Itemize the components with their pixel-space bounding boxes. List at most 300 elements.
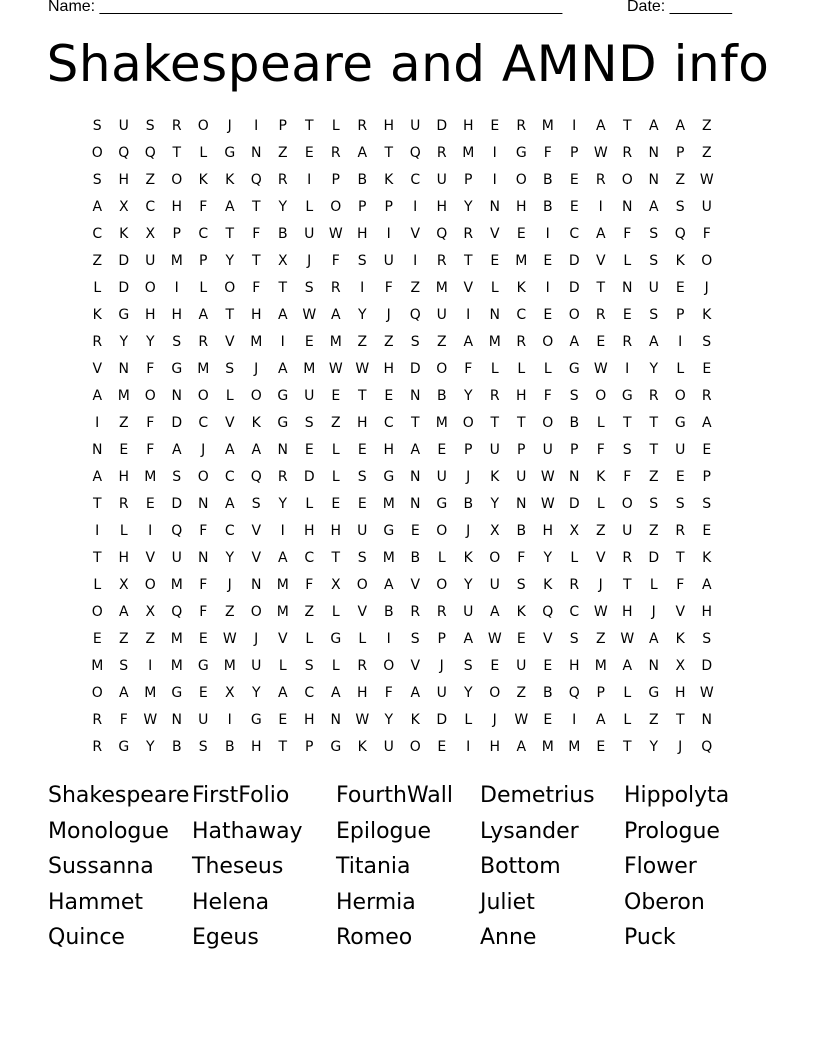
grid-letter: U bbox=[171, 550, 182, 566]
grid-letter: I bbox=[95, 523, 100, 539]
grid-letter: S bbox=[304, 415, 314, 431]
grid-letter: E bbox=[516, 226, 526, 242]
grid-letter: Z bbox=[118, 415, 129, 431]
grid-letter: N bbox=[648, 172, 659, 188]
grid-letter: E bbox=[145, 496, 155, 512]
grid-letter: W bbox=[143, 712, 158, 728]
grid-letter: M bbox=[488, 334, 501, 350]
grid-letter: I bbox=[572, 118, 577, 134]
grid-letter: F bbox=[517, 550, 526, 566]
grid-letter: C bbox=[304, 550, 315, 566]
grid-letter: V bbox=[595, 550, 606, 566]
grid-letter: N bbox=[251, 145, 262, 161]
grid-row bbox=[84, 491, 720, 518]
grid-letter: N bbox=[489, 307, 500, 323]
grid-letter: O bbox=[144, 388, 156, 404]
grid-letter: Y bbox=[278, 496, 288, 512]
word-list-item: Shakespeare bbox=[48, 783, 190, 808]
grid-letter: F bbox=[199, 604, 208, 620]
grid-letter: Y bbox=[251, 685, 261, 701]
grid-letter: G bbox=[568, 361, 580, 377]
grid-letter: A bbox=[410, 442, 421, 458]
grid-letter: H bbox=[568, 658, 580, 674]
grid-letter: L bbox=[199, 145, 208, 161]
grid-letter: S bbox=[198, 739, 208, 755]
grid-letter: Z bbox=[304, 604, 315, 620]
grid-letter: R bbox=[436, 253, 447, 269]
grid-letter: S bbox=[251, 496, 261, 512]
grid-letter: I bbox=[174, 280, 179, 296]
grid-letter: M bbox=[382, 496, 395, 512]
word-list-item: Helena bbox=[192, 889, 270, 915]
grid-letter: I bbox=[280, 334, 285, 350]
grid-letter: L bbox=[490, 361, 499, 377]
grid-letter: L bbox=[437, 550, 446, 566]
grid-letter: J bbox=[386, 307, 391, 323]
grid-letter: U bbox=[436, 172, 447, 188]
grid-letter: K bbox=[251, 415, 261, 431]
grid-letter: J bbox=[651, 604, 656, 620]
grid-letter: M bbox=[462, 145, 475, 161]
grid-row bbox=[84, 221, 720, 248]
grid-letter: F bbox=[146, 361, 155, 377]
grid-letter: U bbox=[701, 199, 712, 215]
grid-letter: S bbox=[649, 307, 659, 323]
grid-letter: L bbox=[596, 496, 605, 512]
grid-letter: K bbox=[463, 550, 473, 566]
grid-letter: B bbox=[516, 523, 527, 539]
word-list-item: Hammet bbox=[48, 889, 144, 915]
grid-letter: O bbox=[701, 253, 713, 269]
grid-letter: G bbox=[621, 388, 633, 404]
grid-letter: T bbox=[410, 415, 420, 431]
grid-letter: R bbox=[436, 604, 447, 620]
grid-letter: R bbox=[277, 469, 288, 485]
grid-letter: M bbox=[329, 334, 342, 350]
grid-letter: E bbox=[702, 361, 712, 377]
grid-letter: O bbox=[674, 388, 686, 404]
grid-letter: L bbox=[464, 712, 473, 728]
grid-letter: M bbox=[197, 361, 210, 377]
grid-letter: S bbox=[569, 388, 579, 404]
grid-letter: B bbox=[436, 388, 447, 404]
grid-letter: S bbox=[225, 361, 235, 377]
grid-letter: J bbox=[439, 658, 444, 674]
grid-letter: Y bbox=[649, 361, 659, 377]
grid-letter: T bbox=[251, 253, 261, 269]
grid-letter: R bbox=[516, 118, 527, 134]
grid-letter: A bbox=[463, 334, 474, 350]
grid-letter: E bbox=[304, 442, 314, 458]
grid-letter: V bbox=[224, 415, 235, 431]
grid-letter: A bbox=[118, 685, 129, 701]
word-list-item: Sussanna bbox=[48, 854, 154, 880]
grid-letter: T bbox=[622, 739, 632, 755]
grid-letter: O bbox=[383, 658, 395, 674]
grid-letter: I bbox=[572, 712, 577, 728]
grid-letter: N bbox=[251, 577, 262, 593]
grid-letter: S bbox=[119, 658, 129, 674]
grid-letter: Y bbox=[145, 739, 155, 755]
grid-letter: E bbox=[569, 172, 579, 188]
grid-letter: A bbox=[277, 361, 288, 377]
grid-letter: U bbox=[489, 577, 500, 593]
grid-letter: U bbox=[410, 118, 421, 134]
grid-letter: A bbox=[198, 307, 209, 323]
grid-letter: K bbox=[384, 172, 394, 188]
grid-letter: P bbox=[358, 199, 367, 215]
grid-letter: K bbox=[92, 307, 102, 323]
grid-letter: C bbox=[198, 226, 209, 242]
word-list-item: Puck bbox=[624, 925, 676, 951]
grid-letter: D bbox=[436, 712, 448, 728]
grid-letter: P bbox=[464, 442, 473, 458]
word-list-item: Bottom bbox=[480, 854, 561, 880]
grid-letter: T bbox=[649, 442, 659, 458]
grid-letter: R bbox=[675, 523, 686, 539]
grid-row bbox=[84, 518, 720, 545]
grid-letter: G bbox=[250, 712, 262, 728]
grid-letter: E bbox=[702, 442, 712, 458]
grid-letter: B bbox=[463, 496, 474, 512]
grid-letter: K bbox=[225, 172, 235, 188]
grid-letter: O bbox=[568, 307, 580, 323]
grid-letter: O bbox=[197, 118, 209, 134]
grid-letter: T bbox=[622, 415, 632, 431]
grid-letter: O bbox=[621, 496, 633, 512]
grid-letter: H bbox=[356, 226, 368, 242]
grid-letter: N bbox=[569, 469, 580, 485]
grid-letter: M bbox=[91, 658, 104, 674]
word-list-item: Epilogue bbox=[336, 818, 431, 844]
grid-letter: I bbox=[492, 145, 497, 161]
grid-letter: C bbox=[569, 226, 580, 242]
word-list-item: Hermia bbox=[336, 889, 416, 915]
grid-letter: L bbox=[331, 118, 340, 134]
grid-letter: O bbox=[171, 172, 183, 188]
grid-row bbox=[84, 383, 720, 410]
grid-letter: I bbox=[95, 415, 100, 431]
grid-letter: V bbox=[92, 361, 103, 377]
grid-letter: V bbox=[410, 226, 421, 242]
grid-letter: M bbox=[568, 739, 581, 755]
grid-letter: T bbox=[304, 118, 314, 134]
grid-letter: X bbox=[118, 577, 129, 593]
grid-letter: A bbox=[675, 118, 686, 134]
grid-letter: W bbox=[302, 307, 317, 323]
grid-letter: A bbox=[92, 388, 103, 404]
grid-letter: B bbox=[357, 172, 368, 188]
grid-letter: F bbox=[543, 145, 552, 161]
grid-letter: P bbox=[596, 685, 605, 701]
grid-letter: Q bbox=[250, 469, 262, 485]
word-list-item: Monologue bbox=[48, 818, 169, 844]
grid-letter: T bbox=[675, 550, 685, 566]
word-list bbox=[48, 778, 768, 956]
grid-letter: I bbox=[492, 172, 497, 188]
grid-letter: R bbox=[622, 550, 633, 566]
grid-letter: C bbox=[569, 604, 580, 620]
grid-letter: P bbox=[172, 226, 181, 242]
grid-letter: F bbox=[384, 280, 393, 296]
grid-letter: U bbox=[436, 469, 447, 485]
grid-letter: Z bbox=[648, 712, 659, 728]
grid-letter: V bbox=[489, 226, 500, 242]
grid-row bbox=[84, 140, 720, 167]
grid-letter: H bbox=[171, 199, 183, 215]
grid-letter: U bbox=[198, 712, 209, 728]
grid-letter: C bbox=[410, 172, 421, 188]
grid-letter: H bbox=[118, 469, 130, 485]
grid-letter: R bbox=[595, 307, 606, 323]
grid-letter: L bbox=[305, 199, 314, 215]
grid-letter: B bbox=[277, 226, 288, 242]
grid-letter: S bbox=[675, 199, 685, 215]
grid-letter: R bbox=[701, 388, 712, 404]
grid-letter: C bbox=[224, 469, 235, 485]
grid-letter: L bbox=[331, 658, 340, 674]
grid-letter: A bbox=[330, 685, 341, 701]
grid-letter: K bbox=[357, 739, 367, 755]
grid-letter: F bbox=[596, 442, 605, 458]
grid-letter: V bbox=[251, 523, 262, 539]
grid-letter: A bbox=[118, 604, 129, 620]
grid-letter: M bbox=[170, 658, 183, 674]
grid-letter: W bbox=[514, 712, 529, 728]
grid-letter: N bbox=[410, 469, 421, 485]
grid-letter: D bbox=[701, 658, 713, 674]
grid-letter: O bbox=[436, 361, 448, 377]
grid-letter: L bbox=[305, 496, 314, 512]
grid-letter: T bbox=[357, 388, 367, 404]
grid-letter: D bbox=[568, 496, 580, 512]
grid-letter: O bbox=[356, 577, 368, 593]
grid-letter: C bbox=[198, 415, 209, 431]
grid-letter: O bbox=[91, 604, 103, 620]
grid-letter: V bbox=[675, 604, 686, 620]
grid-row bbox=[84, 599, 720, 626]
grid-letter: W bbox=[699, 172, 714, 188]
grid-letter: F bbox=[146, 415, 155, 431]
grid-letter: Q bbox=[409, 145, 421, 161]
grid-letter: N bbox=[198, 550, 209, 566]
grid-letter: S bbox=[410, 631, 420, 647]
grid-letter: L bbox=[331, 604, 340, 620]
grid-letter: L bbox=[623, 712, 632, 728]
grid-letter: V bbox=[277, 631, 288, 647]
grid-letter: Y bbox=[225, 253, 235, 269]
grid-letter: R bbox=[489, 388, 500, 404]
grid-letter: D bbox=[171, 496, 183, 512]
grid-letter: S bbox=[702, 496, 712, 512]
grid-letter: E bbox=[304, 145, 314, 161]
grid-letter: N bbox=[701, 712, 712, 728]
grid-letter: I bbox=[386, 631, 391, 647]
grid-letter: Q bbox=[568, 685, 580, 701]
grid-letter: G bbox=[118, 307, 130, 323]
grid-letter: R bbox=[648, 388, 659, 404]
grid-letter: M bbox=[170, 631, 183, 647]
grid-letter: J bbox=[678, 739, 683, 755]
grid-letter: Z bbox=[118, 631, 129, 647]
grid-letter: E bbox=[675, 469, 685, 485]
grid-letter: M bbox=[541, 739, 554, 755]
grid-letter: I bbox=[148, 523, 153, 539]
grid-letter: L bbox=[570, 550, 579, 566]
grid-letter: M bbox=[435, 280, 448, 296]
grid-letter: I bbox=[625, 361, 630, 377]
grid-letter: I bbox=[148, 658, 153, 674]
grid-letter: U bbox=[436, 307, 447, 323]
grid-letter: M bbox=[435, 415, 448, 431]
grid-letter: U bbox=[622, 523, 633, 539]
grid-row bbox=[84, 464, 720, 491]
grid-letter: Q bbox=[701, 739, 713, 755]
grid-letter: V bbox=[224, 334, 235, 350]
word-list-item: Hippolyta bbox=[624, 783, 730, 808]
grid-letter: Y bbox=[384, 712, 394, 728]
grid-letter: I bbox=[678, 334, 683, 350]
grid-letter: Z bbox=[145, 172, 156, 188]
grid-letter: I bbox=[254, 118, 259, 134]
grid-letter: S bbox=[516, 577, 526, 593]
grid-letter: E bbox=[596, 739, 606, 755]
grid-letter: Z bbox=[410, 280, 421, 296]
grid-letter: P bbox=[331, 172, 340, 188]
grid-letter: A bbox=[357, 145, 368, 161]
grid-letter: P bbox=[570, 442, 579, 458]
grid-letter: B bbox=[542, 685, 553, 701]
grid-letter: V bbox=[595, 253, 606, 269]
grid-letter: U bbox=[463, 604, 474, 620]
grid-letter: S bbox=[304, 280, 314, 296]
name-field: Name: ____________________________________________________ bbox=[48, 0, 563, 15]
grid-letter: P bbox=[570, 145, 579, 161]
grid-letter: A bbox=[330, 307, 341, 323]
grid-letter: M bbox=[382, 550, 395, 566]
grid-letter: R bbox=[516, 334, 527, 350]
grid-row bbox=[84, 707, 720, 734]
grid-letter: K bbox=[490, 469, 500, 485]
grid-letter: I bbox=[307, 172, 312, 188]
grid-letter: U bbox=[489, 442, 500, 458]
grid-letter: L bbox=[305, 631, 314, 647]
grid-letter: F bbox=[623, 469, 632, 485]
grid-letter: U bbox=[383, 739, 394, 755]
grid-letter: L bbox=[517, 361, 526, 377]
grid-letter: S bbox=[357, 253, 367, 269]
word-list-item: Egeus bbox=[192, 925, 259, 951]
grid-letter: O bbox=[595, 388, 607, 404]
grid-letter: L bbox=[596, 415, 605, 431]
grid-letter: E bbox=[304, 334, 314, 350]
grid-letter: H bbox=[515, 199, 527, 215]
grid-row bbox=[84, 302, 720, 329]
grid-letter: Z bbox=[383, 334, 394, 350]
grid-letter: S bbox=[357, 550, 367, 566]
grid-letter: L bbox=[623, 253, 632, 269]
grid-row bbox=[84, 437, 720, 464]
grid-letter: K bbox=[675, 631, 685, 647]
grid-letter: P bbox=[278, 118, 287, 134]
grid-letter: U bbox=[542, 442, 553, 458]
grid-letter: C bbox=[516, 307, 527, 323]
grid-letter: G bbox=[171, 685, 183, 701]
grid-letter: A bbox=[648, 199, 659, 215]
grid-letter: V bbox=[410, 577, 421, 593]
grid-letter: J bbox=[307, 253, 312, 269]
grid-letter: O bbox=[542, 415, 554, 431]
grid-letter: F bbox=[252, 226, 261, 242]
grid-letter: X bbox=[145, 604, 156, 620]
grid-letter: F bbox=[464, 361, 473, 377]
grid-letter: L bbox=[199, 280, 208, 296]
grid-letter: H bbox=[118, 550, 130, 566]
grid-letter: J bbox=[227, 577, 232, 593]
grid-letter: L bbox=[331, 442, 340, 458]
grid-letter: T bbox=[225, 307, 235, 323]
grid-letter: S bbox=[92, 118, 102, 134]
grid-letter: E bbox=[622, 307, 632, 323]
grid-letter: U bbox=[516, 658, 527, 674]
grid-letter: I bbox=[280, 523, 285, 539]
grid-letter: S bbox=[622, 442, 632, 458]
grid-letter: D bbox=[303, 469, 315, 485]
grid-letter: U bbox=[436, 685, 447, 701]
grid-letter: G bbox=[383, 523, 395, 539]
grid-letter: R bbox=[595, 172, 606, 188]
grid-letter: A bbox=[92, 469, 103, 485]
grid-letter: H bbox=[303, 712, 315, 728]
grid-letter: X bbox=[277, 253, 288, 269]
grid-letter: N bbox=[92, 442, 103, 458]
grid-letter: F bbox=[623, 226, 632, 242]
grid-letter: M bbox=[170, 577, 183, 593]
grid-letter: T bbox=[596, 280, 606, 296]
grid-letter: G bbox=[330, 739, 342, 755]
grid-letter: N bbox=[622, 199, 633, 215]
grid-letter: E bbox=[675, 280, 685, 296]
grid-row bbox=[84, 167, 720, 194]
grid-letter: T bbox=[92, 550, 102, 566]
word-list-item: Romeo bbox=[336, 925, 413, 951]
grid-letter: X bbox=[145, 226, 156, 242]
grid-letter: V bbox=[251, 550, 262, 566]
grid-letter: B bbox=[171, 739, 182, 755]
grid-letter: Q bbox=[436, 226, 448, 242]
grid-letter: I bbox=[386, 226, 391, 242]
grid-letter: N bbox=[330, 712, 341, 728]
grid-letter: F bbox=[384, 685, 393, 701]
grid-letter: S bbox=[357, 469, 367, 485]
grid-letter: H bbox=[250, 307, 262, 323]
grid-letter: E bbox=[490, 118, 500, 134]
grid-letter: Y bbox=[463, 199, 473, 215]
grid-letter: Z bbox=[701, 145, 712, 161]
grid-letter: Q bbox=[542, 604, 554, 620]
grid-letter: H bbox=[383, 118, 395, 134]
grid-letter: N bbox=[516, 496, 527, 512]
grid-letter: C bbox=[224, 523, 235, 539]
grid-letter: I bbox=[413, 253, 418, 269]
grid-letter: R bbox=[92, 739, 103, 755]
grid-letter: S bbox=[92, 172, 102, 188]
grid-letter: N bbox=[410, 496, 421, 512]
grid-letter: A bbox=[569, 334, 580, 350]
grid-letter: A bbox=[277, 550, 288, 566]
grid-letter: O bbox=[144, 280, 156, 296]
grid-letter: B bbox=[542, 172, 553, 188]
